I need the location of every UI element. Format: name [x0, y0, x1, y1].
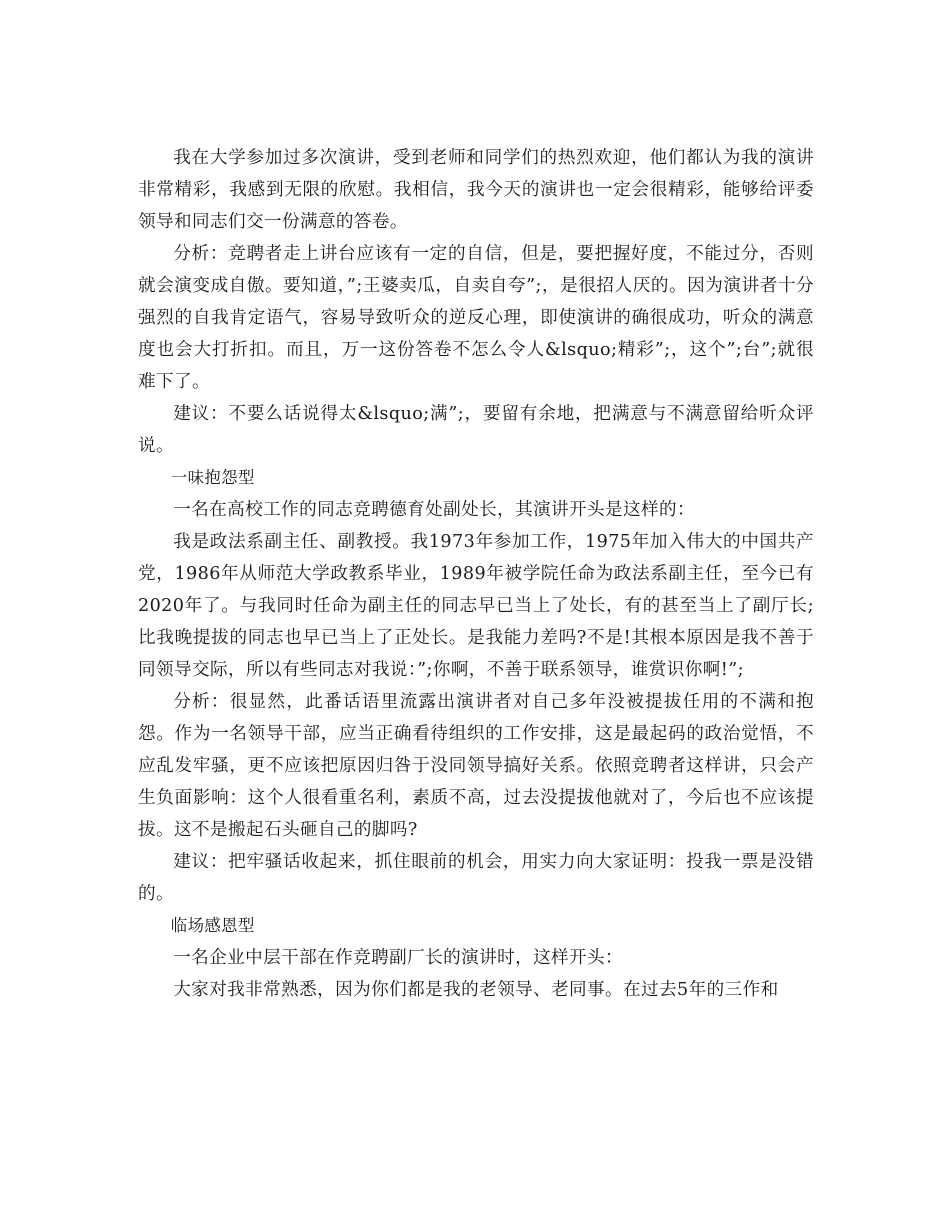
paragraph-gratitude-intro: 一名企业中层干部在作竞聘副厂长的演讲时，这样开头： [173, 948, 624, 968]
paragraph-example-intro: 一名在高校工作的同志竞聘德育处副处长，其演讲开头是这样的： [173, 500, 696, 520]
paragraph-analysis-complaint: 分析：很显然，此番话语里流露出演讲者对自己多年没被提拔任用的不满和抱怨。作为一名领导干部，应当正确看待组织的工作安排，这是最起码的政治觉悟，不应乱发牢骚，更不应该把原因归咎于没同领导搞好关系。依照竞聘者这样讲，只会产生负面影响：这个人很看重名利，素质不高，过去没提拔他就对了，今后也不应该提拔。这不是搬起石头砸自己的脚吗? [138, 692, 814, 840]
section-heading-complaint-type: 一味抱怨型 [170, 468, 255, 487]
paragraph-example-speech: 我是政法系副主任、副教授。我1973年参加工作，1975年加入伟大的中国共产党，1986年从师范大学政教系毕业，1989年被学院任命为政法系副主任，至今已有2020年了。与我同时任命为副主任的同志早已当上了处长，有的甚至当上了副厅长;比我晚提拔的同志也早已当上了正处长。是我能力差吗?不是!其根本原因是我不善于同领导交际，所以有些同志对我说：”;你啊，不善于联系领导，谁赏识你啊!”; [138, 532, 814, 680]
section-heading-gratitude-type: 临场感恩型 [170, 916, 255, 935]
paragraph-gratitude-speech: 大家对我非常熟悉，因为你们都是我的老领导、老同事。在过去5年的三作和 [173, 980, 779, 1000]
paragraph-university-speech: 我在大学参加过多次演讲，受到老师和同学们的热烈欢迎，他们都认为我的演讲非常精彩，我感到无限的欣慰。我相信，我今天的演讲也一定会很精彩，能够给评委领导和同志们交一份满意的答卷。 [138, 148, 814, 232]
paragraph-advice-complaint: 建议：把牢骚话收起来，抓住眼前的机会，用实力向大家证明：投我一票是没错的。 [138, 852, 814, 904]
paragraph-advice-modesty: 建议：不要么话说得太&lsquo;满”;，要留有余地，把满意与不满意留给听众评说。 [138, 404, 814, 456]
paragraph-analysis-confidence: 分析：竞聘者走上讲台应该有一定的自信，但是，要把握好度，不能过分，否则就会演变成自傲。要知道，”;王婆卖瓜，自卖自夸”;，是很招人厌的。因为演讲者十分强烈的自我肯定语气，容易导致听众的逆反心理，即使演讲的确很成功，听众的满意度也会大打折扣。而且，万一这份答卷不怎么令人&lsquo;精彩”;，这个”;台”;就很难下了。 [138, 244, 814, 392]
document-body [138, 142, 814, 1006]
